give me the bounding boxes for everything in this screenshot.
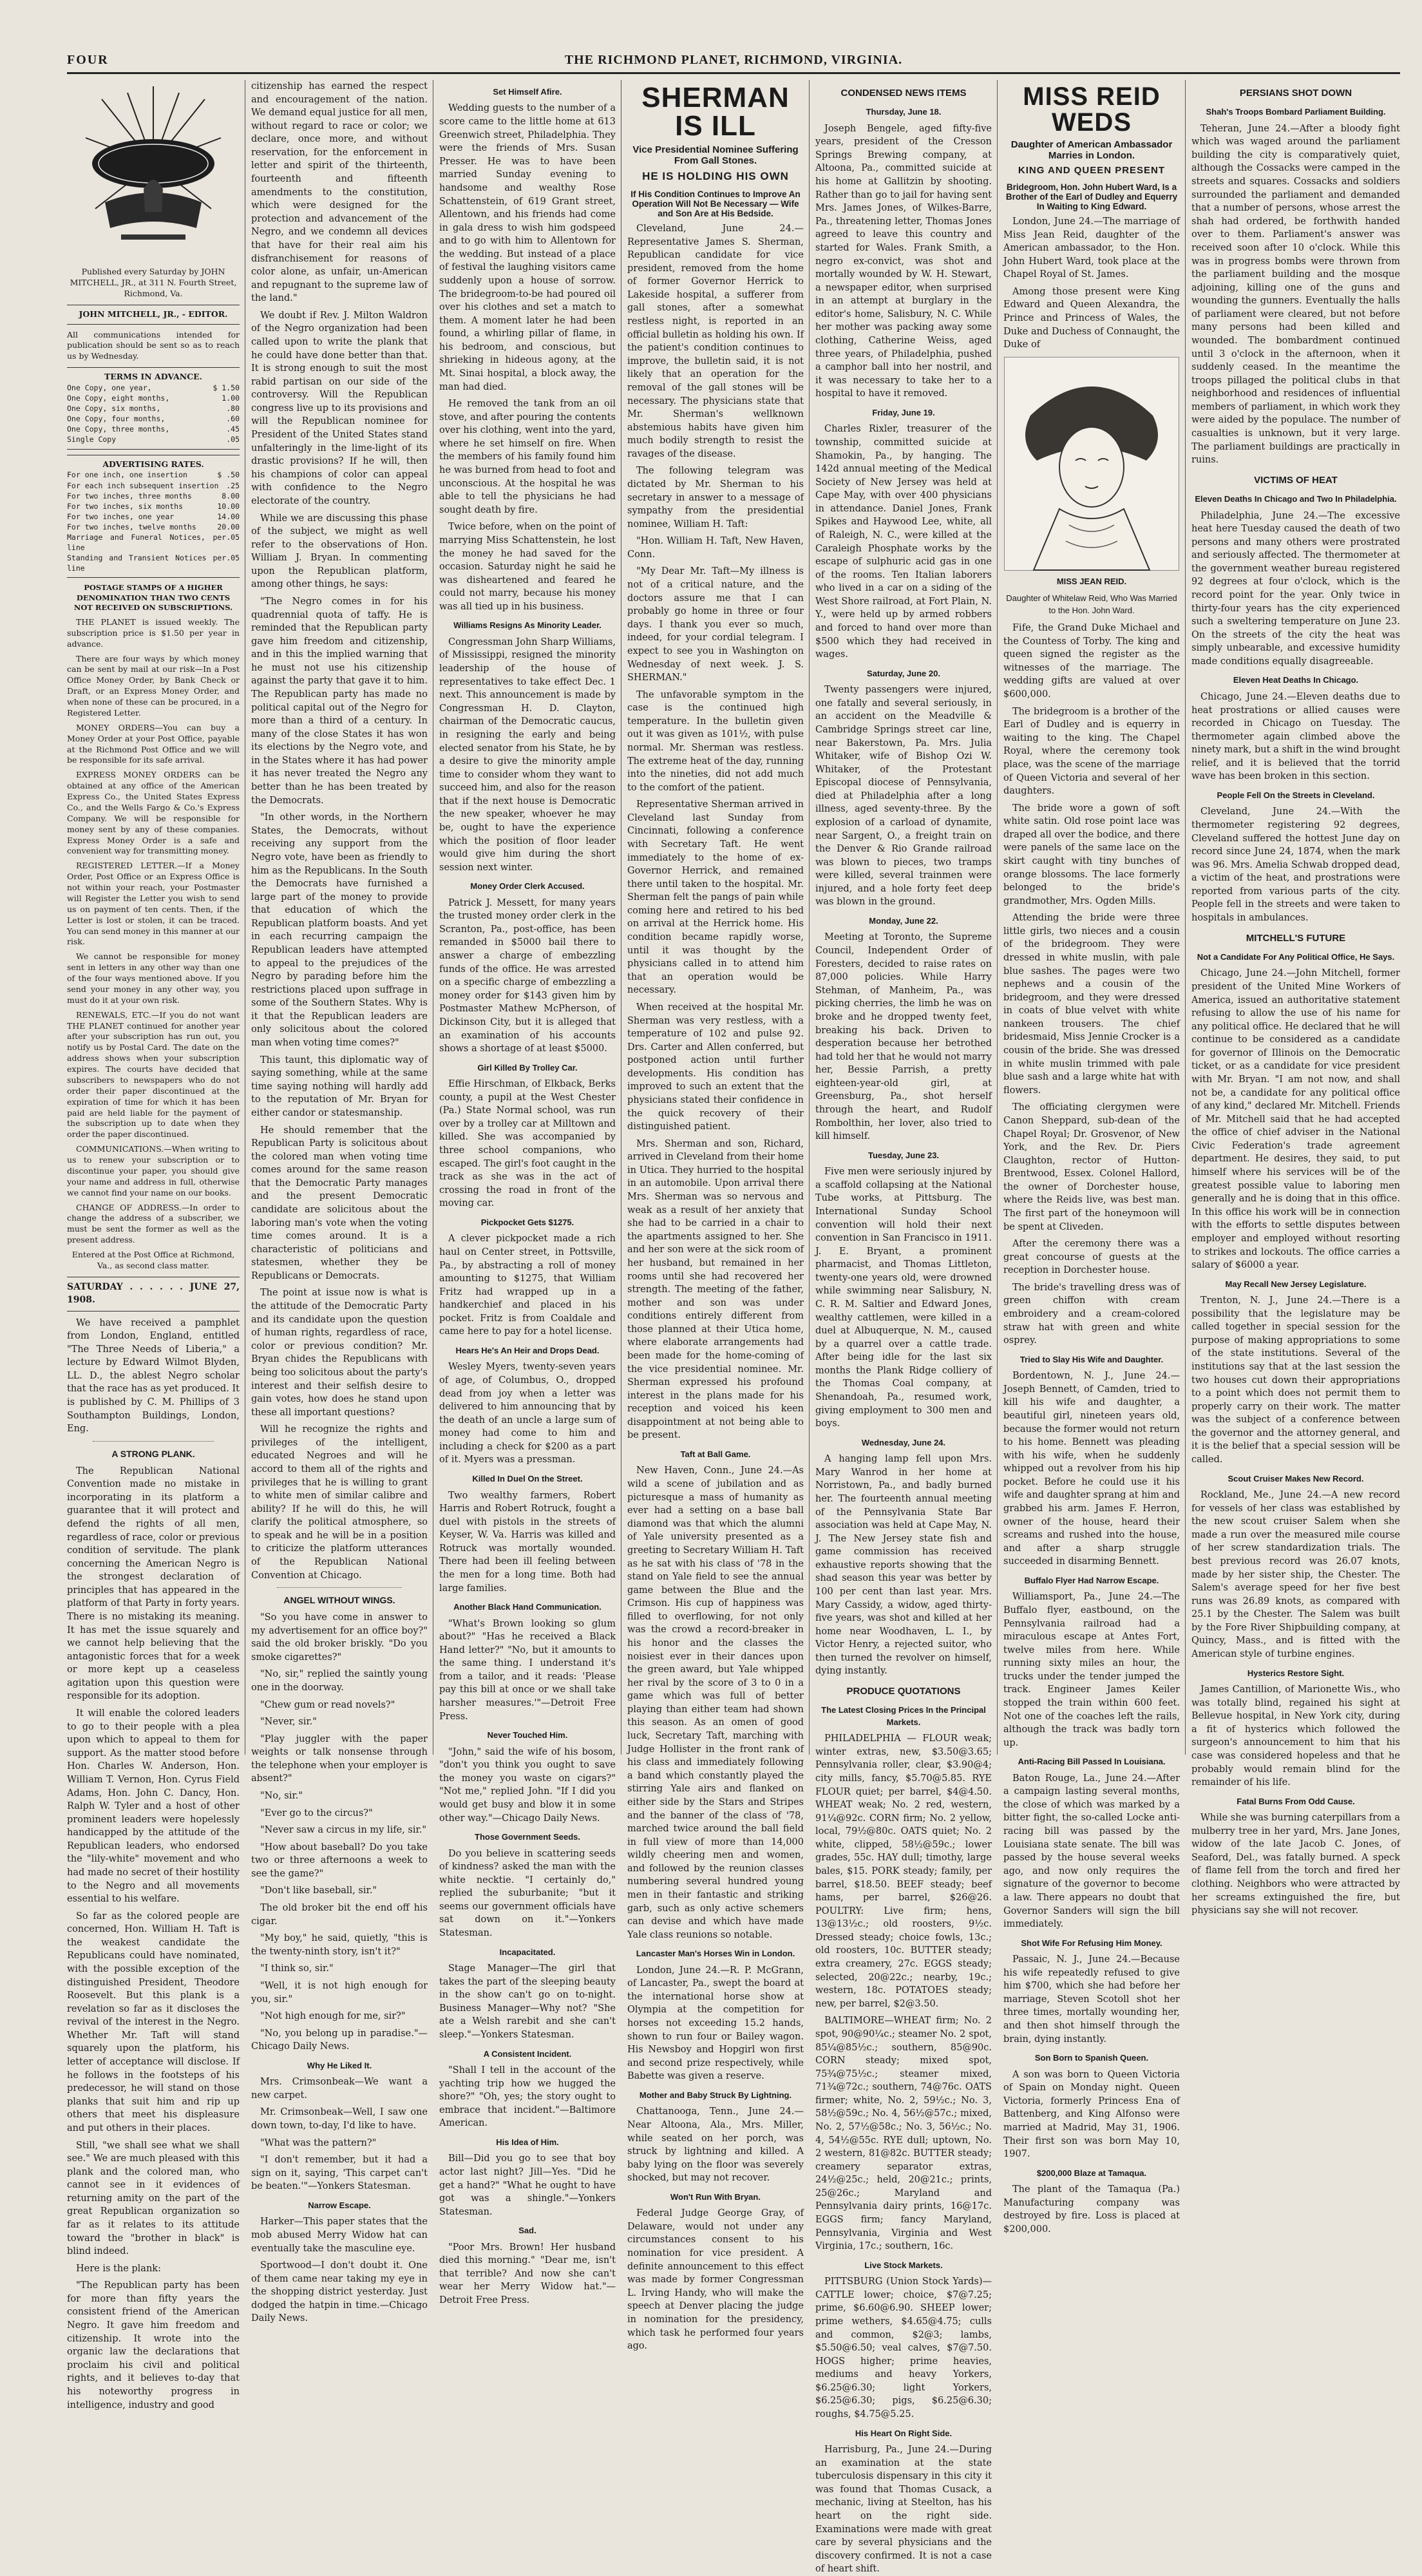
article-paragraph: A clever pickpocket made a rich haul on Center street, in Pottsville, Pa., by abstracting a roll of money amounting to $1275, that William Fritz had wrapped up in a handkerchief and placed in his pocket. Fritz is from Coaldale and came here to pay for a hotel license. — [439, 1234, 616, 1337]
article-paragraph: "I think so, sir." — [260, 1963, 334, 1974]
info-paragraph: We cannot be responsible for money sent in letters in any other way than one of the four ways mentioned above. If you send your money in any other way, you must do it at your own risk. — [67, 951, 240, 1005]
subheadline: The Latest Closing Prices In the Principal Markets. — [821, 1705, 986, 1727]
column-4 — [627, 80, 804, 2352]
entered-notice: Entered at the Post Office at Richmond, Va., as second class matter. — [71, 1250, 235, 1270]
article-headline: Son Born to Spanish Queen. — [1034, 2053, 1149, 2063]
article-paragraph: "What's Brown looking so glum about?" "Has he received a Black Hand letter?" "No, but it amounts to the same thing. I understand it's from a tailor, and it reads: 'Please pay this bill at once or we shall take harsher measures.'"—Detroit Free Press. — [439, 1618, 616, 1722]
notice: All communications intended for publication should be sent so as to reach us by Wednesday. — [67, 329, 240, 361]
article-paragraph: "No, you belong up in paradise."—Chicago Daily News. — [251, 2028, 428, 2052]
article-paragraph: The Republican National Convention made no mistake in incorporating in its platform a guarantee that it will protect and defend the rights of all men, regardless of race, color or previous condition of servitude. The plank concerning the American Negro is the strongest declaration of principles that has appeared in the platform of that Party in forty years. There is no mistaking its meaning. It has met the issue squarely and we cannot help believing that the antagonistic forces that for a week or more kept up a ceaseless agitation upon this question were responsible for its adoption. — [67, 1465, 240, 1702]
article-paragraph: Sportwood—I don't doubt it. One of them came near taking my eye in the shopping district yesterday. Just dodged the hatpin in time.—Chicago Daily News. — [251, 2260, 428, 2324]
article-paragraph: Will he recognize the rights and privileges of the intelligent, educated Negroes and will he accord to them all of the rights and privileges that he is willing to grant to white men of similar calibre and ability? If he will do this, he will clarify the political atmosphere, so to speak and he will be in a position to criticize the platform utterances of the Republican National Convention at Chicago. — [251, 1424, 428, 1581]
adv-row: Standing and Transient Notices per line .05 — [67, 553, 240, 573]
article-paragraph: "No, sir." — [260, 1790, 303, 1801]
article-paragraph: Still, "we shall see what we shall see." We are much pleased with this plank and the colored man, who cannot see in it evidences of returning amity on the part of the great Republican organization so far as it relates to its attitude toward the "brother in black" is blind indeed. — [67, 2140, 240, 2257]
article-headline: Money Order Clerk Accused. — [470, 881, 585, 892]
article-headline: A Consistent Incident. — [483, 2048, 572, 2059]
article-paragraph: New Haven, Conn., June 24.—As wild a scene of jubilation and as picturesque a mass of humanity as ever had a setting on a base ball diamond was that which the alumni of Yale university presented as a greeting to Secretary William H. Taft as he sat with his class of '78 in the stand on Yale field to see the annual game between the Blue and the Crimson. His cup of happiness was filled to overflowing, for not only was the crowd a record-breaker in his honor and the classes the noisiest ever in their dances upon the green award, but Yale whipped her rival by the score of 3 to 0 in a game which was full of better playing than either team had shown this season. As an omen of good luck, Secretary Taft, marching with Judge Hollister in the front rank of his class and immediately following a band which constantly played the stirring Yale airs and flanked on either side by the Stars and Stripes and the banner of the class of '78, marched twice around the ball field in full view of more than 14,000 wildly cheering men and women, and followed by the reunion classes numbering several hundred young men in their fantastic and striking garb, such as only active schemers can devise and which have made Yale class reunions so notable. — [627, 1465, 804, 1940]
article-paragraph: Twice before, when on the point of marrying Miss Schattenstein, he lost the money he had saved for the occasion. Saturday night he said he was disheartened and feared he could not marry, because his money was all tied up in his business. — [439, 522, 616, 612]
article-headline: Scout Cruiser Makes New Record. — [1228, 1473, 1364, 1484]
portrait-illustration — [1004, 357, 1179, 571]
article-paragraph: "Play juggler with the paper weights or talk nonsense through the telephone when your employer is absent?" — [251, 1733, 428, 1784]
article-headline: PERSIANS SHOT DOWN — [1239, 88, 1352, 99]
market-report: PITTSBURG (Union Stock Yards)—CATTLE lower; choice, $7@7.25; prime, $6.60@6.90. SHEEP lower; prime wethers, $4.65@4.75; culls and common, $2@3; lambs, $5.50@6.50; veal calves, $7@7.50. HOGS higher; prime heavies, mediums and heavy Yorkers, $6.25@6.30; light Yorkers, $6.25@6.30; pigs, $6.25@6.30; roughs, $4.75@5.25. — [815, 2276, 992, 2420]
section-headline: CONDENSED NEWS ITEMS — [840, 88, 967, 99]
article-paragraph: Chicago, June 24.—Eleven deaths due to heat prostrations or allied causes were recorded in Chicago on Tuesday. The thermometer again climbed above the ninety mark, but a shift in the wind brought relief, and it is believed that the torrid wave has been broken in this section. — [1191, 691, 1400, 782]
terms-row: One Copy, three months, .45 — [67, 425, 240, 434]
article-paragraph: "My Dear Mr. Taft—My illness is not of a critical nature, and the doctors assure me that I can probably go home in three or four days. I thank you ever so much, indeed, for your cordial telegram. I expect to see you in Washington on Wednesday of next week. J. S. SHERMAN." — [627, 566, 804, 683]
news-item: Twenty passengers were injured, one fatally and several seriously, in an accident on the Meadville & Cambridge Springs street car line, near Bakerstown, Pa. Mrs. Julia Whitaker, wife of Bishop Ozi W. Whitaker, of the Protestant Episcopal diocese of Pennsylvania, died at Philadelphia after a long illness, aged seventy-three. By the explosion of a carload of dynamite, near Sargent, O., a freight train on the Denver & Rio Grande railroad was blown to pieces, two tramps were killed, several trainmen were injured, and a hole forty feet deep was blown in the ground. — [815, 685, 992, 908]
article-paragraph: "Shall I tell in the account of the yachting trip how we hugged the shore?" "Oh, yes; the story ought to embrace that incident."—Baltimore American. — [439, 2065, 616, 2129]
article-paragraph: "Chew gum or read novels?" — [260, 1699, 395, 1710]
column-6 — [1003, 80, 1180, 2235]
terms-row: One Copy, six months, .80 — [67, 404, 240, 414]
article-paragraph: He removed the tank from an oil stove, and after pouring the contents over his clothing, went into the yard, where he set himself on fire. When the members of his family found him he was burned from head to foot and unconscious. At the hospital he was able to tell the physicians he had sought death by fire. — [439, 399, 616, 515]
news-item: Joseph Bengele, aged fifty-five years, president of the Cresson Springs Brewing company, at Altoona, Pa., committed suicide at his home at Gallitzin by shooting. Rather than go to jail for having sent Mrs. James Jones, of Wilkes-Barre, Pa., threatening letter, Thomas Jones agreed to leave this country and started for Wales. Frank Smith, a negro ex-convict, was shot and mortally wounded by W. H. Stewart, a newspaper editor, when surprised in an attempt at burglary in the editor's home, Salisbury, N. C. While her mother was packing away some clothing, Catherine Weiss, aged three years, of Philadelphia, pushed a camphor ball into her nostril, and it was necessary to take her to a hospital to have it removed. — [815, 123, 992, 399]
subheadline: KING AND QUEEN PRESENT — [1018, 165, 1166, 176]
article-paragraph: This taunt, this diplomatic way of saying something, while at the same time saying nothing will hardly add to the reputation of Mr. Bryan for either candor or statesmanship. — [251, 1054, 428, 1118]
article-paragraph: Wesley Myers, twenty-seven years of age, of Columbus, O., dropped dead from joy when a letter was delivered to him announcing that by the death of an uncle a large sum of money had come to him and including a check for $200 as a part of it. Myers was a pressman. — [439, 1362, 616, 1465]
article-paragraph: Bill—Did you go to see that boy actor last night? Jill—Yes. "Did he get a hand?" "What he ought to have got was a shingle."—Yonkers Statesman. — [439, 2153, 616, 2217]
subheadline: HE IS HOLDING HIS OWN — [642, 170, 789, 182]
article-paragraph: Effie Hirschman, of Elkback, Berks county, a pupil at the West Chester (Pa.) State Normal school, was run over by a trolley car at Milltown and killed. She was accompanied by three school companions, who escaped. The girl's foot caught in the track as she was in the act of crossing the road in front of the moving car. — [439, 1079, 616, 1209]
article-headline: Narrow Escape. — [308, 2200, 371, 2210]
article-paragraph: A son was born to Queen Victoria of Spain on Monday night. Queen Victoria, formerly Princess Ena of Battenberg, and King Alfonso were married at Madrid, May 31, 1906. Their first son was born May 10, 1907. — [1003, 2069, 1180, 2160]
article-paragraph: The officiating clergymen were Canon Sheppard, sub-dean of the Chapel Royal; Dr. Grosvenor, of New York, and the Rev. Dr. Piers Claughton, rector of Hutton-Brentwood, Essex. Colonel Hallord, the owner of Dorchester house, where the Reids live, was best man. The first part of the honeymoon will be spent at Cliveden. — [1003, 1102, 1180, 1232]
article-paragraph: Harrisburg, Pa., June 24.—During an examination at the state tuberculosis dispensary in this city it was found that Thomas Cusack, a mechanic, living at Steelton, has his heart on the right side. Examinations were made with great care by several physicians and the discovery confirmed. It is not a case of heart shift. — [815, 2445, 992, 2575]
market-report: BALTIMORE—WHEAT firm; No. 2 spot, 90@90¼c.; steamer No. 2 spot, 85¼@85½c.; southern, 85@90c. CORN steady; mixed spot, 75¾@75½c.; steamer mixed, 71¾@72c.; southern, 74@76c. OATS firmer; white, No. 2, 59½c.; No. 3, 58½@59c.; No. 4, 56½@57c.; mixed, No. 2, 57½@58c.; No. 3, 56½c.; No. 4, 54½@55c. RYE dull; uptown, No. 2 western, 81@82c. BUTTER steady; creamery separator extras, 24½@25c.; held, 20@21c.; prints, 25@26c.; Maryland and Pennsylvania dairy prints, 16@17c. EGGS firm; fancy Maryland, Pennsylvania, Virginia and West Virginia, 17c.; southern, 16c. — [815, 2016, 992, 2252]
article-headline: Sad. — [518, 2226, 536, 2236]
article-headline: Hears He's An Heir and Drops Dead. — [455, 1345, 600, 1355]
article-headline: Buffalo Flyer Had Narrow Escape. — [1024, 1575, 1159, 1585]
article-paragraph: He should remember that the Republican Party is solicitous about the colored man when voting time comes around for the same reason that the Democratic Party manages and the present Democratic candidate are solicitous about the laboring man's vote when the voting time comes around. It is a characteristic of politicians and statesmen, whether they be Republicans or Democrats. — [251, 1125, 428, 1281]
article-headline: Won't Run With Bryan. — [670, 2191, 761, 2202]
article-headline: People Fell On the Streets in Cleveland. — [1217, 790, 1375, 800]
info-paragraph: COMMUNICATIONS.—When writing to us to renew your subscription or to discontinue your paper, you should give your name and address in full, otherwise we cannot find your name on our books. — [67, 1144, 240, 1197]
subheadline: Eleven Deaths In Chicago and Two In Philadelphia. — [1195, 494, 1397, 504]
article-headline: Never Touched Him. — [487, 1730, 568, 1741]
article-headline: Taft at Ball Game. — [680, 1449, 751, 1460]
article-paragraph: While we are discussing this phase of the subject, we might as well refer to the observations of Hon. William J. Bryan. In commenting upon the Republican platform, among other things, he says: — [251, 513, 428, 590]
column-7 — [1191, 80, 1400, 1916]
article-paragraph: Mr. Crimsonbeak—Well, I saw one down town, to-day, I'd like to have. — [251, 2107, 428, 2131]
article-paragraph: "Not high enough for me, sir?" — [260, 2011, 406, 2022]
article-paragraph: The unfavorable symptom in the case is the continued high temperature. In the bulletin given out it was given as 101½, with pulse normal. Mr. Sherman was restless. The extreme heat of the day, running into the nineties, did not add much to the comfort of the patient. — [627, 689, 804, 793]
article-paragraph: While she was burning caterpillars from a mulberry tree in her yard, Mrs. Jane Jones, widow of the late Jacob C. Jones, of Seaford, Del., was fatally burned. A speck of flame fell from the torch and fired her clothing. Neighbors who were attracted by her screams extinguished the fire, but physicians say she will not recover. — [1191, 1813, 1400, 1916]
article-headline: Live Stock Markets. — [864, 2260, 943, 2270]
article-paragraph: "In other words, in the Northern States, the Democrats, without receiving any support from the Negro vote, have been as friendly to him as the Republicans. In the South the Democrats have furnished a large part of the money to provide that education of which the Republican platform boasts. And yet in each recurring campaign the Republican leaders have attempted to appeal to the prejudices of the Negro by parading before him the restrictions placed upon suffrage in some of the Southern States. Why is it that the Republican leaders are only solicitous about the colored man when voting time comes?" — [251, 812, 428, 1049]
article-paragraph: "So you have come in answer to my advertisement for an office boy?" said the old broker briskly. "Do you smoke cigarettes?" — [251, 1612, 428, 1663]
article-headline: Girl Killed By Trolley Car. — [477, 1062, 578, 1073]
article-paragraph: Patrick J. Messett, for many years the trusted money order clerk in the Scranton, Pa., post-office, has been remanded in $5000 bail there to answer a charge of embezzling funds of the office. He was arrested on a specific charge of embezzling a money order for $143 given him by Postmaster Mathew McPherson, of Dickinson City, but it is alleged that an examination of his accounts shows a shortage of at least $5000. — [439, 897, 616, 1054]
subheadline: Shah's Troops Bombard Parliament Building. — [1206, 107, 1386, 117]
article-headline: VICTIMS OF HEAT — [1254, 474, 1338, 486]
article-paragraph: Federal Judge George Gray, of Delaware, would not under any circumstances consent to his nomination for vice president. A definite announcement to this effect was made by former Congressman L. Irving Handy, who will make the speech at Denver placing the judge in nomination for the presidency, which task he performed four years ago. — [627, 2208, 804, 2352]
article-paragraph: We doubt if Rev. J. Milton Waldron of the Negro organization had been called upon to write the plank that he could have done better than that. It is strong enough to suit the most rabid partisan on our side of the controversy. Will the Republican congress live up to its provisions and will the Republican nominee for President of the United States stand unfalteringly in the lime-light of its drastic provisions? If he will, then his champions of color can appeal with confidence to the Negro electorate of the country. — [251, 310, 428, 506]
adv-row: For two inches, three months 8.00 — [67, 491, 240, 501]
article-headline: May Recall New Jersey Legislature. — [1225, 1279, 1367, 1289]
column-rule — [1185, 80, 1186, 1755]
terms-title: TERMS IN ADVANCE. — [104, 372, 203, 382]
article-paragraph: Congressman John Sharp Williams, of Mississippi, resigned the minority leadership of the house of representatives to take effect Dec. 1 next. This announcement is made by Congressman H. D. Clayton, chairman of the Democratic caucus, in resigning the early and being elected senator from his State, he by a desire to give the minority ample time to consider whom they want to succeed him, and also for the reason that if the next house is Democratic the new speaker, whoever he may be, ought to have the experience which the position of floor leader would give him during the short session next winter. — [439, 636, 616, 873]
article-headline: Mother and Baby Struck By Lightning. — [639, 2090, 792, 2100]
portrait-caption-name: MISS JEAN REID. — [1056, 576, 1127, 586]
day-heading: Tuesday, June 23. — [867, 1150, 940, 1160]
terms-row: One Copy, eight months, 1.00 — [67, 394, 240, 403]
terms-row: One Copy, one year, $ 1.50 — [67, 383, 240, 392]
page-header — [67, 53, 1400, 74]
article-headline: Hysterics Restore Sight. — [1247, 1668, 1345, 1678]
terms-table — [67, 383, 240, 445]
article-paragraph: Teheran, June 24.—After a bloody fight which was waged around the parliament building the city is comparatively quiet, although the Cossacks were camped in the streets and squares. Cossacks and soldiers surrounded the parliament and demanded that a number of persons, whose arrest the shah had ordered, be forthwith handed over to them. Parliament's answer was received soon after 10 o'clock. While this was in progress bombs were thrown from the parliament building and the mosque adjoining, killing one of the guns and wounding the gunners. Eventually the halls of parliament were cleared, but not before many persons had been killed and wounded. The bombardment continued until 3 o'clock in the afternoon, when it suddenly ceased. In the meantime the troops pillaged the political clubs in that neighborhood and residences of influential members of parliament, in which work they were aided by the populace. The number of casualties is unknown, but it very large. The parliament buildings are practically in ruins. — [1191, 123, 1400, 466]
subheadline: If His Condition Continues to Improve An Operation Will Not Be Necessary — Wife and Son Are at His Bedside. — [630, 189, 801, 218]
day-heading: Thursday, June 18. — [866, 107, 942, 117]
day-heading: Wednesday, June 24. — [861, 1437, 946, 1447]
article-paragraph: "Never saw a circus in my life, sir." — [260, 1825, 427, 1836]
headline-reid: MISS REID WEDS — [1023, 82, 1161, 137]
article-headline: Another Black Hand Communication. — [453, 1602, 602, 1612]
article-paragraph: London, June 24.—The marriage of Miss Jean Reid, daughter of the American ambassador, to the Hon. John Hubert Ward, took place at the Chapel Royal of St. James. — [1003, 216, 1180, 280]
article-headline: Williams Resigns As Minority Leader. — [453, 620, 602, 631]
article-paragraph: "Ever go to the circus?" — [260, 1808, 373, 1818]
article-headline: Incapacitated. — [499, 1947, 556, 1957]
article-paragraph: "Hon. William H. Taft, New Haven, Conn. — [627, 536, 804, 560]
info-paragraph: There are four ways by which money can be sent by mail at our risk—In a Post Office Money Order, by Bank Check or Draft, or an Express Money Order, and when none of these can be procured, in a Registered Letter. — [67, 653, 240, 718]
headline-sherman: SHERMAN IS ILL — [641, 82, 790, 142]
article-headline: Pickpocket Gets $1275. — [480, 1217, 574, 1227]
info-paragraph: EXPRESS MONEY ORDERS can be obtained at any office of the American Express Co., the United States Express Co., and the Wells Fargo & Co.'s Express Company. We will be responsible for money sent by any of these companies. Express Money Order is a safe and convenient way for transmitting money. — [67, 770, 240, 856]
article-paragraph: Chicago, June 24.—John Mitchell, former president of the United Mine Workers of America, issued an authoritative statement refusing to allow the use of his name for any political office. He declared that he will continue to be considered as a candidate for governor of Illinois on the Democratic ticket, or as a candidate for vice president with Mr. Bryan. "I am not now, and shall not be, a candidate for any political office of any kind," declared Mr. Mitchell. Friends of Mr. Mitchell said that he had accepted the office of chief adviser in the National Civic Federation's trade agreement department. He desires, they said, to put himself where his services will be of the greatest possible value to laboring men generally and he is doing that in this office. In this office his work will be in connection with the efforts to settle disputes between employer and employed without resorting to strikes and lockouts. The office carries a salary of $6000 a year. — [1191, 968, 1400, 1271]
article-paragraph: Philadelphia, June 24.—The excessive heat here Tuesday caused the death of two persons and many others were prostrated and seriously affected. The thermometer at the government weather bureau registered 92 degrees at four o'clock, which is the record point for the year. Only twice in thirty-four years has the city experienced such a sweltering temperature on June 23. On the streets of the city the heat was simply unbearable, and excessive humidity made conditions equally disagreeable. — [1191, 510, 1400, 667]
adv-row: For two inches, one year 14.00 — [67, 511, 240, 521]
article-paragraph: Baton Rouge, La., June 24.—After a campaign lasting several months, the close of which was marked by a bitter fight, the so-called Locke anti-racing bill was passed by the Louisiana state senate. The bill was passed by the house several weeks ago, and now only requires the signature of the governor to become a law. There appears no doubt that Governor Sanders will sign the bill immediately. — [1003, 1773, 1180, 1930]
article-paragraph: "No, sir," replied the saintly young one in the doorway. — [251, 1669, 428, 1693]
article-paragraph: The point at issue now is what is the attitude of the Democratic Party and its candidate upon the question of human rights, regardless of race, color or previous condition? Mr. Bryan chides the Republicans with being too solicitous about the party's interest and their selfish desire to gain votes, how does he stand upon these all important questions? — [251, 1288, 428, 1418]
article-paragraph: Chattanooga, Tenn., June 24.—Near Altoona, Ala., Mrs. Miller, while seated on her porch, was struck by lightning and killed. A baby lying on the floor was severely shocked, but may not recover. — [627, 2106, 804, 2184]
article-paragraph: citizenship has earned the respect and encouragement of the nation. We demand equal justice for all men, without regard to race or color; we declare, once more, and without reservation, for the enforcement in letter and spirit of the thirteenth, fourteenth and fifteenth amendments to the constitution, which were designed for the protection and advancement of the Negro, and we condemn all devices that have for their real aim his disfranchisement for reasons of color alone, as unfair, un-American and repugnant to the supreme law of the land." — [251, 81, 428, 304]
article-paragraph: Do you believe in scattering seeds of kindness? asked the man with the white necktie. "I certainly do," replied the suburbanite; "but it seems our government officials have sat down on it."—Yonkers Statesman. — [439, 1848, 616, 1939]
article-paragraph: "John," said the wife of his bosom, "don't you think you ought to save the money you waste on cigars?" "Not me," replied John. "If I did you would get busy and blow it in some other way."—Chicago Daily News. — [439, 1746, 616, 1824]
adv-row: For two inches, twelve months 20.00 — [67, 522, 240, 531]
adv-row: For one inch, one insertion $ .50 — [67, 470, 240, 480]
article-paragraph: After the ceremony there was a great concourse of guests at the reception in Dorchester house. — [1003, 1239, 1180, 1276]
subheadline: Vice Presidential Nominee Suffering From Gall Stones. — [632, 144, 799, 166]
info-paragraph: REGISTERED LETTER.—If a Money Order, Post Office or an Express Office is not within your reach, your Postmaster will Register the Letter you wish to send us on payment of ten cents. Then, if the Letter is lost or stolen, it can be traced. You can send money in this manner at our risk. — [67, 861, 240, 947]
article-paragraph: The bride wore a gown of soft white satin. Old rose point lace was draped all over the bodice, and there were panels of the same lace on the skirt caught with tiny bunches of orange blossoms. The lace formerly belonged to the bride's grandmother, Mrs. Ogden Mills. — [1003, 803, 1180, 906]
article-paragraph: "The Negro comes in for his quadrennial quota of taffy. He is reminded that the Republican party gave him freedom and citizenship, and in this the implied warning that he must not use his citizenship against the party that gave it to him. The Republican party has made no political capital out of the Negro for more than a third of a century. In many of the close States it has won its elections by the Negro vote, and in the States where it has had power it has never treated the Negro any better than he has been treated by the Democrats. — [251, 596, 428, 806]
article-headline: Shot Wife For Refusing Him Money. — [1021, 1938, 1162, 1948]
article-paragraph: Among those present were King Edward and Queen Alexandra, the Prince and Princess of Wales, the Duke and Duchess of Connaught, the Duke of — [1003, 286, 1180, 350]
article-headline: $200,000 Blaze at Tamaqua. — [1036, 2168, 1147, 2178]
section-headline: PRODUCE QUOTATIONS — [846, 1686, 961, 1697]
terms-row: One Copy, four months, .60 — [67, 414, 240, 424]
adv-row: For two inches, six months 10.00 — [67, 501, 240, 511]
terms-row: Single Copy .05 — [67, 435, 240, 444]
column-rule — [809, 80, 810, 1755]
article-headline: Tried to Slay His Wife and Daughter. — [1019, 1354, 1164, 1364]
news-item: Meeting at Toronto, the Supreme Council, Independent Order of Foresters, decided to raise rates on 87,000 policies. While Harry Stehman, of Manheim, Pa., was picking cherries, the limb he was on broke and he dropped twenty feet, breaking his back. Driven to desperation because her betrothed had told her that he would not marry her, Bessie Parrish, a pretty eighteen-year-old girl, at Greensburg, Pa., shot herself through the heart, and Rudolf Rombolthin, her lover, also tried to kill himself. — [815, 932, 992, 1142]
page-number: FOUR — [67, 53, 109, 67]
divider — [93, 1441, 214, 1442]
day-heading: Saturday, June 20. — [867, 668, 940, 678]
article-paragraph: Williamsport, Pa., June 24.—The Buffalo flyer, eastbound, on the Pennsylvania railroad had a miraculous escape at Antes Fort, twelve miles from here. While running sixty miles an hour, the trucks under the tender jumped the track. Engineer James Keiler stopped the train within 600 feet. Not one of the coaches left the rails, although the track was badly torn up. — [1003, 1592, 1180, 1748]
article-paragraph: So far as the colored people are concerned, Hon. William H. Taft is the weakest candidate the Republicans could have nominated, with the possible exception of the distinguished President, Theodore Roosevelt. But this plank is a revelation so far as it discloses the revival of the interest in the Negro. Whether Mr. Taft will stand squarely upon the platform, his letter of acceptance will disclose. If he follows in the footsteps of his predecessor, he will stand on those planks that suit him and rip up others that meet his displeasure and put others in their places. — [67, 1911, 240, 2133]
adv-title: ADVERTISING RATES. — [102, 459, 204, 469]
article-headline: MITCHELL'S FUTURE — [1246, 932, 1346, 944]
article-headline: Eleven Heat Deaths In Chicago. — [1233, 675, 1359, 685]
subheadline: Not a Candidate For Any Political Office, He Says. — [1197, 951, 1395, 962]
article-paragraph: Mrs. Sherman and son, Richard, arrived in Cleveland from their home in Utica. They hurried to the hospital in an automobile. Upon arrival there Mrs. Sherman was so nervous and weak as a result of her anxiety that she had to be carried in a chair to the apartments assigned to her. She and her son were at the sick room of her husband, but remained in her rooms until she had recovered her strength. The meeting of the father, mother and son was under conditions entirely different from those planned at their Utica home, where elaborate arrangements had been made for the home-coming of the vice presidential nominee. Mr. Sherman expressed his profound interest in the plans made for his reception and voiced his keen disappointment at not being able to be present. — [627, 1138, 804, 1441]
dateline: SATURDAY . . . . . . JUNE 27, 1908. — [67, 1277, 240, 1312]
day-heading: Monday, June 22. — [869, 916, 938, 926]
article-paragraph: It will enable the colored leaders to go to their people with a plea upon which to appeal to them for support. As the matter stood before Hon. Charles W. Anderson, Hon. William T. Vernon, Hon. Cyrus Field Adams, Hon. John C. Dancy, Hon. Ralph W. Tyler and a host of other prominent leaders were hopelessly handicapped by the attitude of the Republican leaders, who endorsed the "lily-white" movement and who had made no secret of their hostility to the Negro and all movements essential to his welfare. — [67, 1708, 240, 1905]
article-headline: Why He Liked It. — [307, 2060, 372, 2070]
article-paragraph: The old broker bit the end off his cigar. — [251, 1903, 428, 1927]
masthead-logo — [82, 80, 224, 260]
article-headline: Fatal Burns From Odd Cause. — [1237, 1796, 1355, 1806]
article-paragraph: "Well, it is not high enough for you, sir." — [251, 1980, 428, 2005]
article-headline: His Idea of Him. — [496, 2137, 559, 2147]
article-paragraph: "The Republican party has been for more than fifty years the consistent friend of the American Negro. It gave him freedom and citizenship. It wrote into the organic law the declarations that proclaim his civil and political rights, and it believes to-day that his noteworthy progress in intelligence, industry and good — [67, 2280, 240, 2410]
article-paragraph: Trenton, N. J., June 24.—There is a possibility that the legislature may be called together in special session for the purpose of making appropriations to some of the state institutions. Several of the institutions say that at the last session the two houses cut down their appropriations to a point which does not permit them to properly carry on their work. The matter was the subject of a conference between the governor and the attorney general, and it is the belief that a special session will be called. — [1191, 1295, 1400, 1465]
article-paragraph: Cleveland, June 24.—Representative James S. Sherman, Republican candidate for vice president, removed from the home of former Governor Herrick to Lakeside hospital, a sufferer from gall stones, after a somewhat restless night, is reported in an official bulletin as holding his own. If the patient's condition continues to improve, the bulletin said, it is not likely that an operation for the removal of the gall stones will be necessary. The physicians state that Mr. Sherman's wellknown abstemious habits have given him much bodily strength to resist the ravages of the disease. — [627, 224, 804, 459]
info-paragraph: RENEWALS, ETC.—If you do not want THE PLANET continued for another year after your subscription has run out, you notify us by Postal Card. The date on the address shows when your subscription expires. The courts have decided that subscribers to newspapers who do not order their paper discontinued at the expiration of time for which it has been paid are held liable for the payment of the subscription up to date when they order the paper discontinued. — [67, 1009, 240, 1140]
article-paragraph: Rockland, Me., June 24.—A new record for vessels of her class was established by the new scout cruiser Salem when she made a run over the measured mile course of her screw standardization trials. The best previous record was 26.07 knots, made by her sister ship, the Chester. The Salem's average speed for her five best runs was 26.89 knots, as compared with 25.1 by the Chester. The Salem was built by the Fore River Shipbuilding company, at Quincy, Mass., and is fitted with the American style of turbine engines. — [1191, 1490, 1400, 1660]
article-paragraph: James Cantillion, of Marionette Wis., who was totally blind, regained his sight at Bellevue hospital, in New York city, during a fit of hysterics which followed the surgeon's announcement to him that his case was considered hopeless and that he probably would remain blind for the remainder of his life. — [1191, 1684, 1400, 1788]
adv-row: For each inch subsequent insertion .25 — [67, 481, 240, 490]
article-paragraph: Mrs. Crimsonbeak—We want a new carpet. — [251, 2077, 428, 2101]
article-paragraph: "Never, sir." — [260, 1717, 317, 1728]
article-paragraph: "What was the pattern?" — [260, 2137, 377, 2148]
adv-table — [67, 470, 240, 573]
market-report: PHILADELPHIA — FLOUR weak; winter extras, new, $3.50@3.65; Pennsylvania roller, clear, $3.90@4; city mills, fancy, $5.70@5.85. RYE FLOUR quiet; per barrel, $4@4.50. WHEAT weak; No. 2 red, western, 91¼@92c. CORN firm; No. 2 yellow, local, 79½@80c. OATS quiet; No. 2 white, clipped, 58½@59c.; lower grades, 55c. HAY dull; timothy, large bales, $15. PORK steady; family, per barrel, $18.50. BEEF steady; beef hams, per barrel, $26@26. POULTRY: Live firm; hens, 13@13½c.; old roosters, 9½c. Dressed steady; choice fowls, 13c.; old roosters, 10c. BUTTER steady; extra creamery, 27c. EGGS steady; selected, 20@22c.; nearby, 19c.; western, 18c. POTATOES steady; new, per barrel, $2@3.50. — [815, 1733, 992, 2009]
article-paragraph: Passaic, N. J., June 24.—Because his wife repeatedly refused to give him $700, which she had before her marriage, Steven Scotoll shot her three times, mortally wounding her, and then shot himself through the brain, dying instantly. — [1003, 1954, 1180, 2045]
article-headline: ANGEL WITHOUT WINGS. — [283, 1595, 395, 1606]
article-headline: Set Himself Afire. — [493, 87, 562, 97]
news-item: A hanging lamp fell upon Mrs. Mary Wanrod in her home at Norristown, Pa., and badly burned her. The fourteenth annual meeting of the Pennsylvania State Bar association was held at Cape May, N. J. The New Jersey state fish and game commission has received exhaustive reports showing that the shad season this year was better by 100 per cent than last year. Mrs. Mary Cassidy, a widow, aged thirty-five years, was shot and killed at her home near Woodhaven, L. I., by Victor Henry, a rejected suitor, who then turned the revolver on himself, dying instantly. — [815, 1454, 992, 1677]
column-2 — [251, 80, 428, 2324]
article-headline: Lancaster Man's Horses Win in London. — [636, 1949, 795, 1959]
day-heading: Friday, June 19. — [872, 407, 935, 417]
article-paragraph: "How about baseball? Do you take two or three afternoons a week to see the game?" — [251, 1842, 428, 1879]
article-headline: His Heart On Right Side. — [855, 2428, 953, 2438]
article-paragraph: The bride's travelling dress was of green chiffon with cream embroidery and a cream-colored straw hat with green and white osprey. — [1003, 1282, 1180, 1346]
pamphlet-paragraph: We have received a pamphlet from London, England, entitled "The Three Needs of Liberia," a lecture by Edward Wilmot Blyden, LL. D., the ablest Negro scholar that the race has as yet produced. It is published by C. M. Phillips of 3 Southampton Buildings, London, Eng. — [67, 1317, 240, 1435]
divider — [277, 1587, 402, 1588]
news-item: Charles Rixler, treasurer of the township, committed suicide at Shamokin, Pa., by hanging. The 142d annual meeting of the Medical Society of New Jersey was held at Cape May, with over 400 physicians in attendance. Daniel Jones, Frank Spikes and Haywood Lee, white, all of Raleigh, N. C., were killed at the Caraleigh Phosphate works by the escape of sulphuric acid gas in one of the rooms. Ten Italian laborers who lived in a car on a siding of the West Shore railroad, at Fort Plain, N. Y., were held up by armed robbers and forced to hand over more than $500 which they had received in wages. — [815, 424, 992, 660]
article-paragraph: When received at the hospital Mr. Sherman was very restless, with a temperature of 102 and pulse 92. Drs. Carter and Allen conferred, but postponed action until further developments. His condition has improved to such an extent that the physicians stated their confidence in the quick recovery of their distinguished patient. — [627, 1002, 804, 1132]
adv-row: Marriage and Funeral Notices, per line .05 — [67, 533, 240, 553]
article-paragraph: Wedding guests to the number of a score came to the little home at 613 Greenwich street, Philadelphia. They were the friends of Mrs. Susan Presser. He was to have been married Sunday evening to handsome and wealthy Rose Schattenstein, of 619 Grant street, Allentown, and his friends had come in gala dress to wish him godspeed and to go with him to Allentown for the wedding. But instead of a place of festival the laughing visitors came suddenly upon a house of sorrow. The bridegroom-to-be had poured oil over his clothes and set a match to them. A moment later he had been found, a whirling pillar of flame, in his bedroom, and conscious, but shrieking in hideous agony, at the Mt. Sinai hospital, a block away, the man had died. — [439, 103, 616, 392]
news-item: Five men were seriously injured by a scaffold collapsing at the National Tube works, at Pittsburg. The International Sunday School convention will hold their next convention in San Francisco in 1911. J. E. Bryant, a prominent pharmacist, and Thomas Littleton, twenty-one years old, were drowned while swimming near Salisbury, N. C. R. M. Saltier and Edward Jones, wealthy cattlemen, were killed in a duel at Albuquerque, N. M., caused by a quarrel over a cattle trade. After being idle for the last six months the Plank Ridge colliery of the Thomas Coal company, at Shenandoah, Pa., resumed work, giving employment to 300 men and boys. — [815, 1167, 992, 1429]
column-5 — [815, 80, 992, 2575]
subheadline: Bridegroom, Hon. John Hubert Ward, Is a Brother of the Earl of Dudley and Equerry In Waiting to King Edward. — [1005, 182, 1178, 211]
info-paragraph: MONEY ORDERS—You can buy a Money Order at your Post Office, payable at the Richmond Post Office and we will be responsible for its safe arrival. — [67, 722, 240, 765]
article-paragraph: Representative Sherman arrived in Cleveland last Sunday from Cincinnati, following a conference with Secretary Taft. He went immediately to the home of ex-Governor Herrick, and remained there until taken to the hospital. Mr. Sherman felt the pangs of pain while coming here and retired to his bed on arrival at the Herrick home. His condition became rapidly worse, until it was thought by the physicians called in to attend him that an operation would be necessary. — [627, 799, 804, 996]
info-paragraph: THE PLANET is issued weekly. The subscription price is $1.50 per year in advance. — [67, 616, 240, 649]
article-paragraph: Fife, the Grand Duke Michael and the Countess of Torby. The king and queen signed the register as the witnesses of the marriage. The wedding gifts are valued at over $600,000. — [1003, 623, 1180, 700]
article-paragraph: Harker—This paper states that the mob abused Merry Widow hat can eventually take the masculine eye. — [251, 2217, 428, 2254]
portrait-caption: Daughter of Whitelaw Reid, Who Was Married to the Hon. John Ward. — [1006, 593, 1177, 615]
article-paragraph: The bridegroom is a brother of the Earl of Dudley and is equerry in waiting to the king. The Chapel Royal, where the ceremony took place, was the scene of the marriage of Queen Victoria and several of her daughters. — [1003, 706, 1180, 797]
newspaper-title: THE RICHMOND PLANET, RICHMOND, VIRGINIA. — [564, 53, 903, 67]
editor-line: JOHN MITCHELL, JR., - EDITOR. — [79, 309, 228, 319]
article-headline: Those Government Seeds. — [475, 1832, 580, 1842]
article-paragraph: Bordentown, N. J., June 24.—Joseph Bennett, of Camden, tried to kill his wife and daughter, a beautiful girl, nineteen years old, because the former would not return to his home. Bennett was pleading with his wife, when he suddenly whipped out a revolver from his hip pocket. Before he could use it his wife and daughter sprang at him and grabbed his arm. James F. Herron, owner of the house, heard their screams and rushed into the house, and after a sharp struggle succeeded in disarming Bennett. — [1003, 1371, 1180, 1567]
article-paragraph: Cleveland, June 24.—With the thermometer registering 92 degrees, Cleveland suffered the hottest June day on record since June 24, 1874, when the mark was 96. Mrs. Amelia Schwab dropped dead, a victim of the heat, and prostrations were reported from various parts of the city. People fell in the streets and were taken to hospitals in ambulances. — [1191, 806, 1400, 924]
article-paragraph: "My boy," he said, quietly, "this is the twenty-ninth story, isn't it?" — [251, 1933, 428, 1957]
article-headline: A STRONG PLANK. — [111, 1448, 195, 1459]
info-paragraph: CHANGE OF ADDRESS.—In order to change the address of a subscriber, we must be sent the former as well as the present address. — [67, 1202, 240, 1245]
column-3 — [439, 80, 616, 2306]
article-paragraph: Attending the bride were three little girls, two nieces and a cousin of the bridegroom. They were dressed in white muslin, with pale blue sashes. The pages were two nephews and a cousin of the bridegroom, and they were dressed in coats of blue velvet with white nankeen trousers. The chief bridesmaid, Miss Jennie Crocker is a cousin of the bride. She was dressed in white muslin trimmed with pale blue sash and a large white hat with flowers. — [1003, 913, 1180, 1096]
publisher-line: Published every Saturday by JOHN MITCHELL, JR., at 311 N. Fourth Street, Richmond, Va. — [70, 267, 237, 298]
article-paragraph: "I don't remember, but it had a sign on it, saying, 'This carpet can't be beaten.'"—Yonkers Statesman. — [251, 2155, 428, 2192]
article-paragraph: Two wealthy farmers, Robert Harris and Robert Rotruck, fought a duel with pistols in the streets of Keyser, W. Va. Harris was killed and Rotruck was mortally wounded. There had been ill feeling between the men for a long time. Both had large families. — [439, 1490, 616, 1594]
postage-notice: POSTAGE STAMPS OF A HIGHER DENOMINATION THAN TWO CENTS NOT RECEIVED ON SUBSCRIPTIONS. — [73, 583, 233, 613]
column-1 — [67, 80, 240, 2410]
column-rule — [997, 80, 998, 1755]
article-paragraph: Stage Manager—The girl that takes the part of the sleeping beauty in the show can't go on to-night. Business Manager—Why not? "She ate a Welsh rarebit and she can't sleep."—Yonkers Statesman. — [439, 1963, 616, 2040]
article-headline: Killed In Duel On the Street. — [472, 1474, 583, 1484]
article-paragraph: "Poor Mrs. Brown! Her husband died this morning." "Dear me, isn't that terrible? And now she can't wear her Merry Widow hat."—Detroit Free Press. — [439, 2242, 616, 2306]
article-paragraph: The plant of the Tamaqua (Pa.) Manufacturing company was destroyed by fire. Loss is placed at $200,000. — [1003, 2184, 1180, 2235]
article-paragraph: Here is the plank: — [76, 2263, 161, 2274]
article-paragraph: London, June 24.—R. P. McGrann, of Lancaster, Pa., swept the board at the international horse show at Olympia at the competition for horses not exceeding 15.2 hands, shown to run four or Bailey wagon. His Newsboy and Hopgirl won first and second prize respectively, while Babette was given a reserve. — [627, 1965, 804, 2082]
article-paragraph: "Don't like baseball, sir." — [260, 1885, 377, 1896]
article-paragraph: The following telegram was dictated by Mr. Sherman to his secretary in answer to a message of sympathy from the presidential nominee, William H. Taft: — [627, 466, 804, 530]
article-headline: Anti-Racing Bill Passed In Louisiana. — [1018, 1757, 1166, 1767]
subheadline: Daughter of American Ambassador Marries in London. — [1010, 139, 1173, 161]
